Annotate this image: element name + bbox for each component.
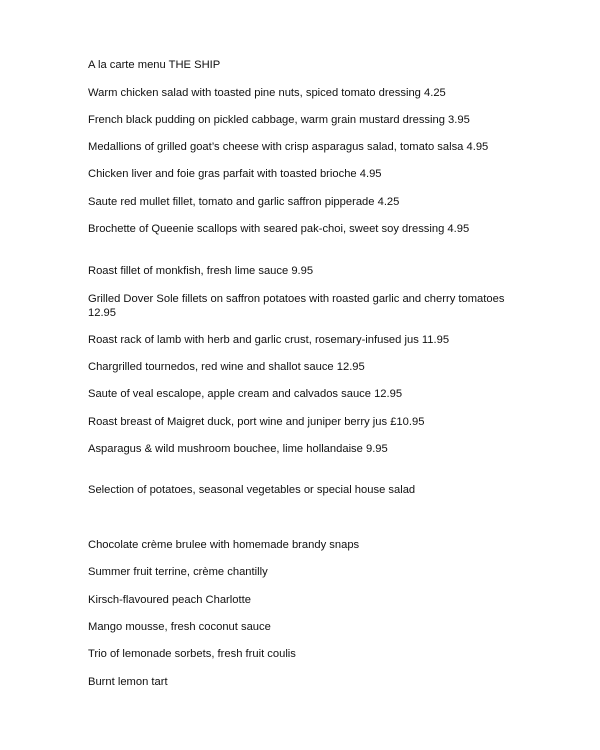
sides-item: Selection of potatoes, seasonal vegetables or special house salad [88, 484, 416, 496]
menu-title: A la carte menu THE SHIP [88, 59, 221, 71]
dessert-item: Burnt lemon tart [88, 676, 168, 688]
dessert-item: Summer fruit terrine, crème chantilly [88, 566, 268, 578]
dessert-item: Kirsch-flavoured peach Charlotte [88, 594, 251, 606]
starter-item: Saute red mullet fillet, tomato and garlic saffron pipperade 4.25 [88, 196, 400, 208]
main-item: Roast breast of Maigret duck, port wine and juniper berry jus £10.95 [88, 416, 425, 428]
starter-item: Warm chicken salad with toasted pine nuts, spiced tomato dressing 4.25 [88, 87, 446, 99]
dessert-item: Mango mousse, fresh coconut sauce [88, 621, 271, 633]
main-item: Roast fillet of monkfish, fresh lime sauce 9.95 [88, 265, 314, 277]
dessert-item: Chocolate crème brulee with homemade brandy snaps [88, 539, 360, 551]
starter-item: Chicken liver and foie gras parfait with toasted brioche 4.95 [88, 168, 382, 180]
main-item: Saute of veal escalope, apple cream and calvados sauce 12.95 [88, 388, 403, 400]
dessert-item: Trio of lemonade sorbets, fresh fruit coulis [88, 648, 296, 660]
starter-item: French black pudding on pickled cabbage, warm grain mustard dressing 3.95 [88, 114, 470, 126]
main-item: Asparagus & wild mushroom bouchee, lime hollandaise 9.95 [88, 443, 388, 455]
main-item: Chargrilled tournedos, red wine and shallot sauce 12.95 [88, 361, 365, 373]
main-item: Roast rack of lamb with herb and garlic crust, rosemary-infused jus 11.95 [88, 334, 450, 346]
starter-item: Medallions of grilled goat’s cheese with crisp asparagus salad, tomato salsa 4.95 [88, 141, 489, 153]
starter-item: Brochette of Queenie scallops with seared pak-choi, sweet soy dressing 4.95 [88, 223, 470, 235]
main-item: Grilled Dover Sole fillets on saffron potatoes with roasted garlic and cherry tomatoes 12.95 [88, 293, 505, 319]
